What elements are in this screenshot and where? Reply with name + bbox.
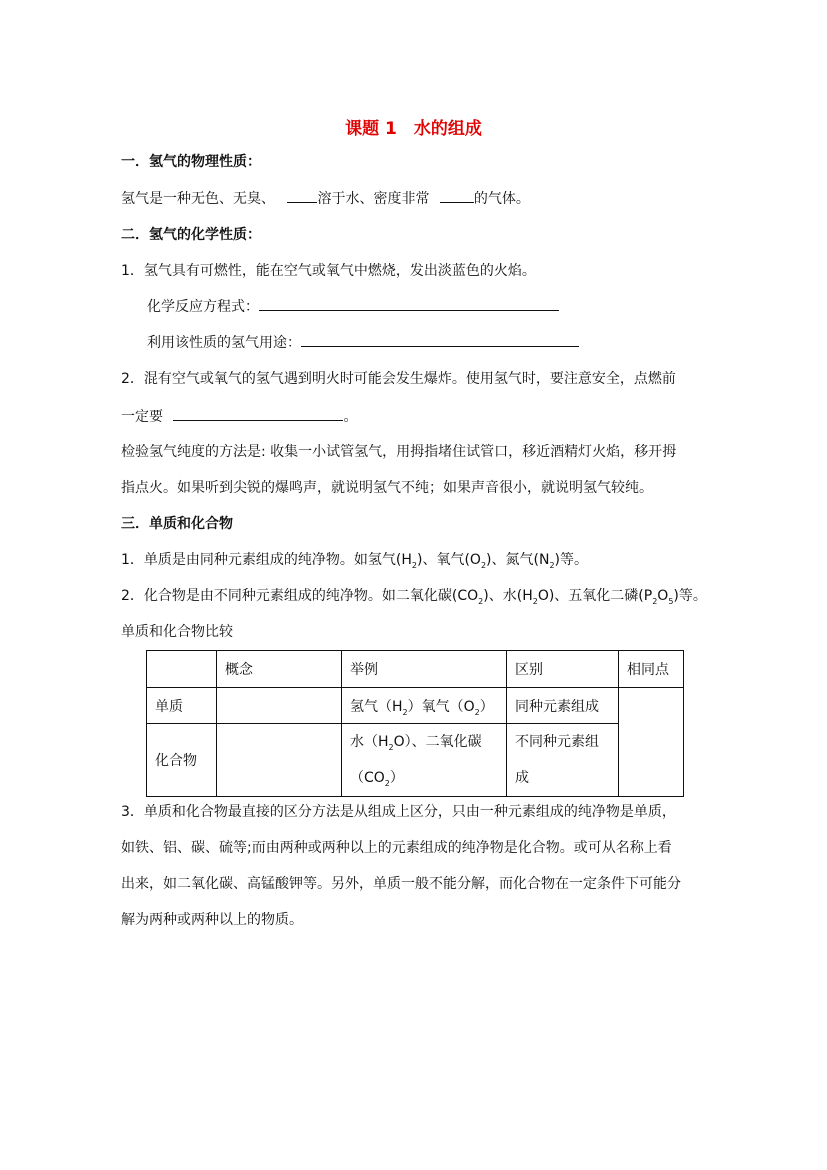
subscript: 5 xyxy=(668,596,674,606)
table-cell-example xyxy=(342,724,507,797)
s2-use-row xyxy=(147,332,579,353)
comparison-table xyxy=(146,650,684,797)
s3-p1-text: )、氮气(N xyxy=(486,552,550,568)
s2-p2c: 。 xyxy=(343,409,358,425)
cell-text: ）氧气（O xyxy=(407,698,475,715)
s1-blank-1[interactable] xyxy=(287,188,317,203)
table-header: 相同点 xyxy=(619,651,684,688)
table-cell-example xyxy=(342,688,507,724)
table-caption: 单质和化合物比较 xyxy=(121,624,233,640)
cell-text: 氢气（H xyxy=(350,698,403,715)
table-header-empty xyxy=(147,651,217,688)
ignite-blank[interactable] xyxy=(173,406,343,421)
cell-text: ） xyxy=(389,770,404,786)
page-title: 课题 1 水的组成 xyxy=(345,119,482,139)
s3-p2-text: )、水(H xyxy=(483,588,533,604)
s1-text-b: 溶于水、密度非常 xyxy=(317,191,430,207)
cell-text: 不同种元素组 xyxy=(515,734,599,750)
s1-paragraph xyxy=(121,188,530,209)
s3-p2-text: O)、五氧化二磷(P xyxy=(537,588,653,604)
equation-blank[interactable] xyxy=(259,296,559,311)
subscript: 2 xyxy=(402,707,408,717)
section-1-heading: 一．氢气的物理性质： xyxy=(121,154,261,170)
s3-point-3-line-2: 如铁、铝、碳、硫等;而由两种或两种以上的元素组成的纯净物是化合物。或可从名称上看 xyxy=(121,840,672,856)
row-label-compound: 化合物 xyxy=(147,724,217,797)
s2-p2b: 一定要 xyxy=(121,409,163,425)
cell-text: 成 xyxy=(515,770,529,786)
use-label: 利用该性质的氢气用途： xyxy=(147,335,301,351)
s3-point-3-line-3: 出来，如二氧化碳、高锰酸钾等。另外，单质一般不能分解，而化合物在一定条件下可能分 xyxy=(121,876,681,892)
table-row xyxy=(147,688,684,724)
s1-blank-2[interactable] xyxy=(440,188,474,203)
subscript: 2 xyxy=(652,596,658,606)
subscript: 2 xyxy=(411,560,417,570)
s3-p1-text: )等。 xyxy=(554,552,589,568)
s3-p2-text: O xyxy=(657,588,669,604)
s2-equation-row xyxy=(147,296,559,317)
subscript: 2 xyxy=(474,707,480,717)
table-header: 区别 xyxy=(507,651,619,688)
table-cell-empty xyxy=(217,724,342,797)
table-header-row xyxy=(147,651,684,688)
s3-p2-text: )等。 xyxy=(673,588,707,604)
cell-text: ） xyxy=(479,698,494,715)
s3-point-3-line-4: 解为两种或两种以上的物质。 xyxy=(121,912,303,928)
table-cell-common xyxy=(619,688,684,797)
s3-p1-text: )、氧气(O xyxy=(417,552,481,568)
section-2-heading: 二．氢气的化学性质： xyxy=(121,227,261,243)
cell-text: O）、二氧化碳 xyxy=(393,734,482,750)
table-row xyxy=(147,724,684,797)
table-header: 举例 xyxy=(342,651,507,688)
s2-point-1: 1．氢气具有可燃性，能在空气或氧气中燃烧，发出淡蓝色的火焰。 xyxy=(121,263,536,279)
subscript: 2 xyxy=(384,778,390,788)
row-label-element: 单质 xyxy=(147,688,217,724)
subscript: 2 xyxy=(549,560,555,570)
s3-point-1 xyxy=(121,550,588,570)
subscript: 2 xyxy=(388,742,394,752)
s1-text-c: 的气体。 xyxy=(473,191,530,207)
subscript: 2 xyxy=(480,560,487,570)
table-cell-difference xyxy=(507,724,619,797)
s2-point-2-cont xyxy=(121,406,357,427)
table-cell-empty xyxy=(217,688,342,724)
s1-text-a: 氢气是一种无色、无臭、 xyxy=(121,191,275,207)
s3-p2-text: 2．化合物是由不同种元素组成的纯净物。如二氧化碳(CO xyxy=(121,588,479,604)
table-header: 概念 xyxy=(217,651,342,688)
use-blank[interactable] xyxy=(301,332,579,347)
s2-point-2: 2．混有空气或氧气的氢气遇到明火时可能会发生爆炸。使用氢气时，要注意安全，点燃前 xyxy=(121,371,676,387)
subscript: 2 xyxy=(532,596,538,606)
s3-point-2 xyxy=(121,586,707,606)
s3-point-3-line-1: 3．单质和化合物最直接的区分方法是从组成上区分，只由一种元素组成的纯净物是单质， xyxy=(121,804,676,820)
s3-p1-text: 1．单质是由同种元素组成的纯净物。如氢气(H xyxy=(121,552,412,568)
s2-purity-line-2: 指点火。如果听到尖锐的爆鸣声，就说明氢气不纯；如果声音很小，就说明氢气较纯。 xyxy=(121,480,653,496)
equation-label: 化学反应方程式： xyxy=(147,299,259,315)
table-cell-difference: 同种元素组成 xyxy=(507,688,619,724)
section-3-heading: 三．单质和化合物 xyxy=(121,516,233,532)
s2-purity-line-1: 检验氢气纯度的方法是: 收集一小试管氢气，用拇指堵住试管口，移近酒精灯火焰，移开拇 xyxy=(121,444,677,460)
cell-text: （CO xyxy=(350,770,385,786)
cell-text: 水（H xyxy=(350,734,389,750)
subscript: 2 xyxy=(478,596,484,606)
